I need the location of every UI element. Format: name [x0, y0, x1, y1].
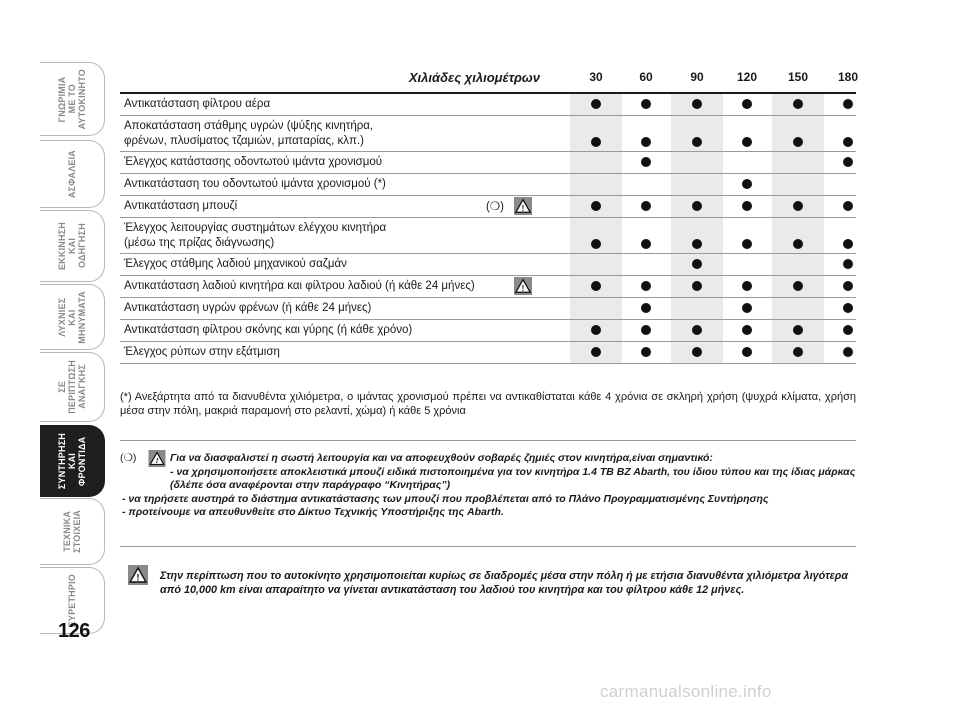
service-dot — [692, 201, 702, 211]
table-row — [120, 254, 856, 276]
column-shade — [671, 298, 723, 319]
service-dot — [692, 281, 702, 291]
table-row — [120, 116, 856, 152]
table-row — [120, 298, 856, 320]
km-column-header: 150 — [787, 70, 809, 84]
maintenance-task: Έλεγχος κατάστασης οδοντωτού ιμάντα χρονισμού — [124, 156, 383, 168]
svg-text:!: ! — [521, 203, 525, 213]
service-dot — [843, 281, 853, 291]
divider — [120, 546, 856, 547]
column-shade — [772, 298, 824, 319]
section-tab-label: ΕΥΡΕΤΗΡΙΟ — [67, 573, 77, 628]
column-shade — [772, 254, 824, 275]
section-tab[interactable] — [40, 62, 105, 136]
service-dot — [591, 99, 601, 109]
service-dot — [793, 137, 803, 147]
service-dot — [591, 137, 601, 147]
note1-line-1: Για να διασφαλιστεί η σωστή λειτουργία και να αποφευχθούν σοβαρές ζημιές στον κινητήρα,είναι σημαντικό: — [170, 452, 713, 464]
service-dot — [641, 325, 651, 335]
service-dot — [742, 201, 752, 211]
service-dot — [742, 303, 752, 313]
page-number: 126 — [58, 620, 90, 642]
service-dot — [692, 239, 702, 249]
section-tab[interactable] — [40, 425, 105, 497]
service-dot — [641, 201, 651, 211]
km-column-header: 90 — [690, 70, 704, 84]
section-tab-label: ΕΚΚΙΝΗΣΗ ΚΑΙ ΟΔΗΓΗΣΗ — [57, 221, 87, 270]
service-dot — [641, 303, 651, 313]
table-row — [120, 218, 856, 254]
service-dot — [742, 239, 752, 249]
maintenance-task: Αντικατάσταση φίλτρου σκόνης και γύρης (ή κάθε χρόνο) — [124, 324, 413, 336]
maintenance-table — [120, 66, 859, 364]
spark-plug-marker: (❍) — [120, 452, 137, 464]
service-dot — [843, 99, 853, 109]
km-column-header: 30 — [589, 70, 603, 84]
service-dot — [793, 201, 803, 211]
column-shade — [570, 298, 622, 319]
section-tab[interactable] — [40, 352, 105, 422]
column-shade — [570, 254, 622, 275]
service-dot — [591, 239, 601, 249]
service-dot — [591, 201, 601, 211]
service-dot — [641, 281, 651, 291]
service-dot — [843, 201, 853, 211]
maintenance-task: Αντικατάσταση υγρών φρένων (ή κάθε 24 μήνες) — [124, 302, 372, 314]
note1-line-4: - προτείνουμε να απευθυνθείτε στο Δίκτυο Τεχνικής Υποστήριξης της Abarth. — [122, 506, 504, 518]
section-tab-label: ΣΕ ΠΕΡΙΠΤΩΣΗ ΑΝΑΓΚΗΣ — [57, 360, 87, 414]
service-dot — [843, 239, 853, 249]
section-tab-label: ΛΥΧΝΙΕΣ ΚΑΙ ΜΗΝΥΜΑΤΑ — [57, 290, 87, 344]
service-dot — [742, 281, 752, 291]
oil-change-note: Στην περίπτωση που το αυτοκίνητο χρησιμοποιείται κυρίως σε διαδρομές μέσα στην πόλη ή με ετήσια διανυθέντα χιλιόμετρα λιγότερα από 10,000 km είναι απαραίτητο να γίνεται αντικατάσταση του λαδιού του κινητήρα και του φίλτρου κάθε 12 μήνες. — [160, 570, 849, 596]
service-dot — [692, 347, 702, 357]
maintenance-task: Έλεγχος ρύπων στην εξάτμιση — [124, 346, 280, 358]
section-tab-label: ΑΣΦΑΛΕΙΑ — [67, 149, 77, 199]
section-tab[interactable] — [40, 498, 105, 565]
table-row — [120, 276, 856, 298]
footnote: (*) Ανεξάρτητα από τα διανυθέντα χιλιόμετρα, ο ιμάντας χρονισμού πρέπει να αντικαθίσταται κάθε 4 χρόνια σε σκληρή χρήση (ψυχρά κλίματα, χρήση μέσα στην πόλη, μακριά παραμονή στο ρελαντί, χώμα) ή κάθε 5 χρόνια — [120, 391, 856, 417]
service-dot — [641, 157, 651, 167]
spark-plug-note — [122, 452, 856, 520]
column-shade — [570, 152, 622, 173]
section-tab[interactable] — [40, 210, 105, 282]
service-dot — [692, 325, 702, 335]
maintenance-task: Αντικατάσταση μπουζί — [124, 200, 238, 212]
note1-line-2: - να χρησιμοποιήσετε αποκλειστικά μπουζί ειδικά πιστοποιημένα για τον κινητήρα 1.4 TB BZ Abarth, του ίδιου τύπου και της ίδιας μάρκας (δλέπε όσα αναφέρονται στην παράγραφο “Κινητήρας”) — [170, 465, 856, 491]
service-dot — [843, 137, 853, 147]
service-dot — [692, 99, 702, 109]
service-dot — [793, 281, 803, 291]
section-tab-label: ΣΥΝΤΗΡΗΣΗ ΚΑΙ ΦΡΟΝΤΙΔΑ — [57, 432, 87, 490]
column-shade — [570, 174, 622, 195]
section-tab[interactable] — [40, 284, 105, 350]
warning-icon — [148, 450, 166, 467]
section-tab-label: ΓΝΩΡΙΜΙΑ ΜΕ ΤΟ ΑΥΤΟΚΙΝΗΤΟ — [57, 68, 87, 130]
service-dot — [742, 325, 752, 335]
warning-icon — [514, 197, 532, 215]
table-row — [120, 152, 856, 174]
svg-text:!: ! — [155, 456, 159, 466]
section-tab[interactable] — [40, 140, 105, 208]
km-column-header: 60 — [639, 70, 653, 84]
column-shade — [671, 174, 723, 195]
divider — [120, 440, 856, 441]
service-dot — [793, 239, 803, 249]
note1-line-3: - να τηρήσετε αυστηρά το διάστημα αντικατάστασης των μπουζί που προβλέπεται από το Πλάνο Προγραμματισμένης Συντήρησης — [122, 492, 769, 505]
warning-icon — [128, 565, 148, 585]
service-dot — [591, 325, 601, 335]
service-dot — [843, 259, 853, 269]
service-dot — [742, 347, 752, 357]
table-header — [120, 66, 859, 94]
table-row — [120, 320, 856, 342]
service-dot — [742, 99, 752, 109]
service-dot — [591, 347, 601, 357]
service-dot — [742, 137, 752, 147]
column-shade — [772, 152, 824, 173]
service-dot — [641, 137, 651, 147]
km-column-header: 120 — [736, 70, 758, 84]
service-dot — [641, 347, 651, 357]
service-dot — [692, 137, 702, 147]
warning-icon — [514, 277, 532, 295]
service-dot — [641, 239, 651, 249]
service-dot — [793, 99, 803, 109]
maintenance-task: Έλεγχος στάθμης λαδιού μηχανικού σαζμάν — [124, 258, 347, 270]
km-column-header: 180 — [837, 70, 859, 84]
service-dot — [692, 259, 702, 269]
svg-text:!: ! — [136, 572, 140, 583]
service-dot — [793, 325, 803, 335]
maintenance-task: Αντικατάσταση του οδοντωτού ιμάντα χρονισμού (*) — [124, 178, 386, 190]
service-dot — [742, 179, 752, 189]
service-dot — [843, 303, 853, 313]
spark-plug-marker: (❍) — [486, 201, 504, 213]
column-shade — [671, 152, 723, 173]
service-dot — [793, 347, 803, 357]
table-row — [120, 94, 856, 116]
maintenance-task: Έλεγχος λειτουργίας συστημάτων ελέγχου κινητήρα (μέσω της πρίζας διάγνωσης) — [124, 222, 387, 249]
service-dot — [843, 325, 853, 335]
watermark: carmanualsonline.info — [600, 682, 772, 701]
column-shade — [772, 174, 824, 195]
maintenance-task: Αποκατάσταση στάθμης υγρών (ψύξης κινητήρα, φρένων, πλυσίματος τζαμιών, μπαταρίας, κλπ.) — [124, 120, 374, 147]
svg-text:!: ! — [521, 283, 525, 293]
section-tab-label: ΤΕΧΝΙΚΑ ΣΤΟΙΧΕΙΑ — [62, 510, 82, 553]
service-dot — [641, 99, 651, 109]
service-dot — [843, 157, 853, 167]
km-header-label: Χιλιάδες χιλιομέτρων — [408, 70, 540, 85]
table-row — [120, 342, 856, 364]
service-dot — [591, 281, 601, 291]
table-row — [120, 174, 856, 196]
maintenance-task: Αντικατάσταση φίλτρου αέρα — [124, 98, 271, 110]
service-dot — [843, 347, 853, 357]
maintenance-task: Αντικατάσταση λαδιού κινητήρα και φίλτρου λαδιού (ή κάθε 24 μήνες) — [124, 280, 475, 292]
table-row — [120, 196, 856, 218]
